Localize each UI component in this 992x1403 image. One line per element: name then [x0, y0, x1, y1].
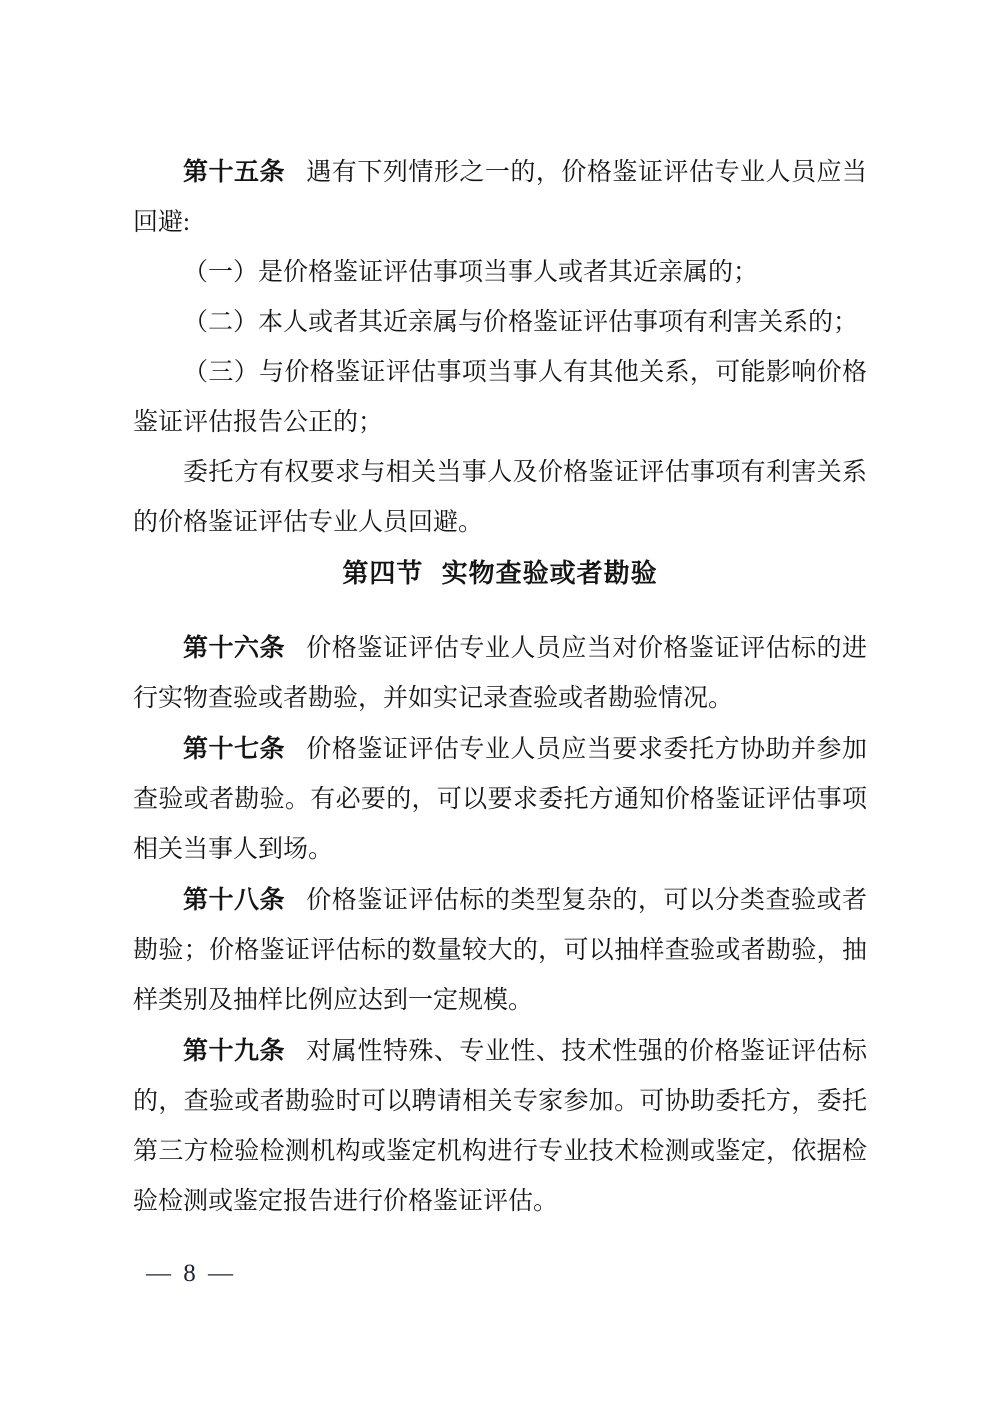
- article-15-number: 第十五条: [183, 158, 286, 186]
- article-15-paragraph: [133, 147, 867, 248]
- article-15-clause-2: [133, 298, 867, 348]
- article-16-paragraph: [133, 623, 867, 724]
- section-4-number: 第四节: [342, 558, 424, 588]
- article-16-text: 价格鉴证评估专业人员应当对价格鉴证评估标的进行实物查验或者勘验，并如实记录查验或者勘验情况。: [133, 635, 867, 712]
- article-18-text: 价格鉴证评估标的类型复杂的，可以分类查验或者勘验；价格鉴证评估标的数量较大的，可以抽样查验或者勘验，抽样类别及抽样比例应达到一定规模。: [133, 887, 867, 1014]
- article-15-clause-2-text: （二）本人或者其近亲属与价格鉴证评估事项有利害关系的；: [183, 309, 859, 336]
- article-16-number: 第十六条: [183, 634, 286, 662]
- article-18-paragraph: [133, 875, 867, 1026]
- page-footer: [146, 1258, 236, 1290]
- article-19-number: 第十九条: [183, 1037, 286, 1065]
- section-4-heading: [133, 548, 867, 598]
- article-15-text: 遇有下列情形之一的，价格鉴证评估专业人员应当回避:: [133, 159, 867, 236]
- article-17-paragraph: [133, 724, 867, 875]
- section-4-title: 实物查验或者勘验: [441, 558, 658, 588]
- article-19-paragraph: [133, 1026, 867, 1227]
- article-19-text: 对属性特殊、专业性、技术性强的价格鉴证评估标的，查验或者勘验时可以聘请相关专家参加。可协助委托方，委托第三方检验检测机构或鉴定机构进行专业技术检测或鉴定，依据检验检测或鉴定报告进行价格鉴证评估。: [133, 1038, 867, 1215]
- page-number-label: — 8 —: [146, 1260, 236, 1287]
- article-15-clause-3-text: （三）与价格鉴证评估事项当事人有其他关系，可能影响价格鉴证评估报告公正的；: [133, 359, 867, 436]
- article-15-clause-3: [133, 348, 867, 448]
- article-15-closing-text: 委托方有权要求与相关当事人及价格鉴证评估事项有利害关系的价格鉴证评估专业人员回避。: [133, 459, 867, 536]
- article-15-clause-1-text: （一）是价格鉴证评估事项当事人或者其近亲属的；: [183, 259, 759, 286]
- article-15-closing-paragraph: [133, 448, 867, 548]
- document-content: [133, 147, 867, 1227]
- article-17-number: 第十七条: [183, 735, 286, 763]
- article-15-clause-1: [133, 248, 867, 298]
- article-17-text: 价格鉴证评估专业人员应当要求委托方协助并参加查验或者勘验。有必要的，可以要求委托方通知价格鉴证评估事项相关当事人到场。: [133, 736, 867, 863]
- article-18-number: 第十八条: [183, 886, 286, 914]
